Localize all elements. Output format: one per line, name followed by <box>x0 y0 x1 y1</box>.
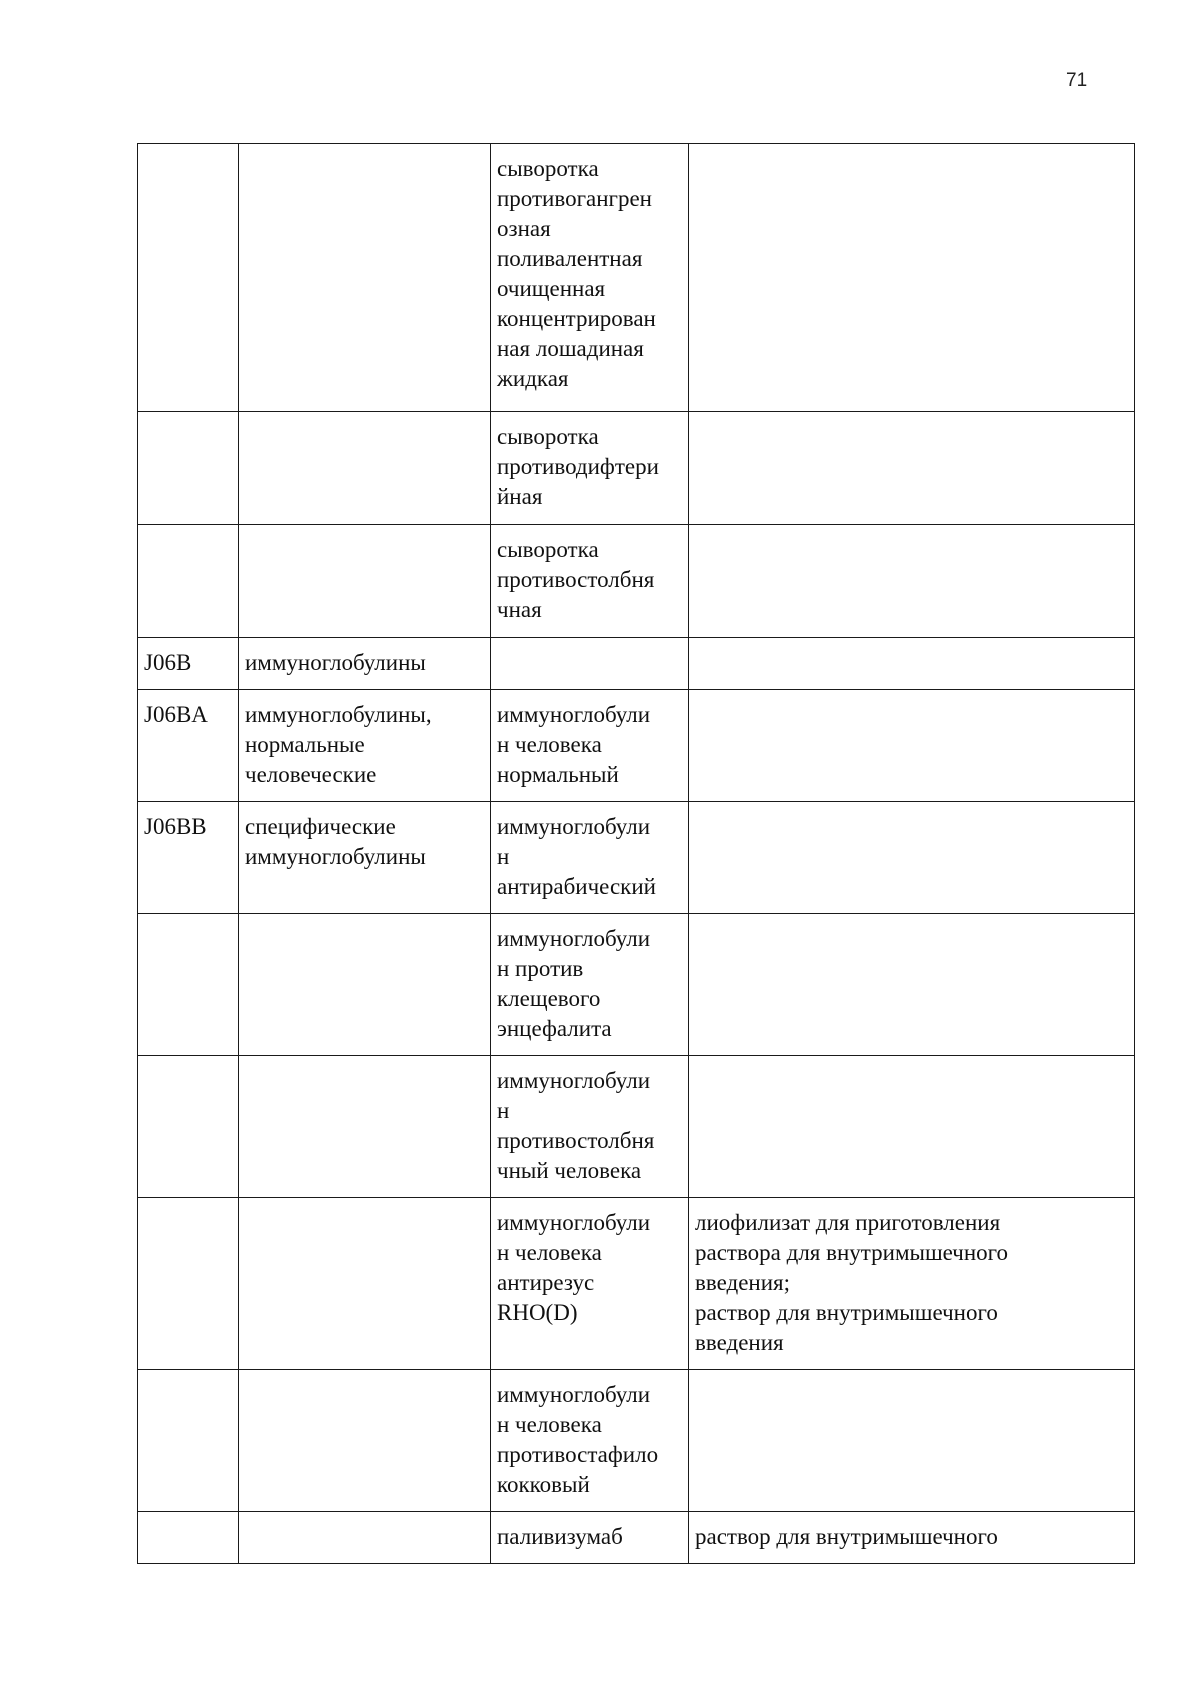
drug-name: иммуноглобули н антирабический <box>497 814 656 899</box>
drug-name: иммуноглобули н против клещевого энцефалита <box>497 926 651 1041</box>
group-cell <box>239 638 491 690</box>
drug-name-cell <box>491 1512 689 1564</box>
drug-name: сыворотка противодифтери йная <box>497 424 659 509</box>
atc-code-cell <box>138 1056 239 1198</box>
atc-code: J06BB <box>144 814 207 839</box>
group-cell <box>239 802 491 914</box>
drug-name: сыворотка противогангрен озная поливалентная очищенная концентрирован ная лошадиная жидкая <box>497 156 656 391</box>
group-cell <box>239 412 491 525</box>
dosage-form-cell <box>689 1370 1135 1512</box>
page-number: 71 <box>1066 70 1088 91</box>
group-cell <box>239 690 491 802</box>
drug-name: сыворотка противостолбня чная <box>497 537 655 622</box>
table-row <box>138 1056 1135 1198</box>
atc-code-cell <box>138 802 239 914</box>
dosage-form-cell <box>689 690 1135 802</box>
group-cell <box>239 525 491 638</box>
atc-code: J06B <box>144 650 192 675</box>
drug-name: иммуноглобули н противостолбня чный человека <box>497 1068 655 1183</box>
atc-code-cell <box>138 690 239 802</box>
atc-code-cell <box>138 1512 239 1564</box>
group-cell <box>239 1512 491 1564</box>
atc-code-cell <box>138 638 239 690</box>
dosage-form: лиофилизат для приготовления раствора для внутримышечного введения; раствор для внутримышечного введения <box>695 1210 1009 1355</box>
drug-name-cell <box>491 412 689 525</box>
atc-code-cell <box>138 525 239 638</box>
drug-classification-table <box>137 143 1135 1564</box>
drug-name-cell <box>491 914 689 1056</box>
table-row <box>138 1370 1135 1512</box>
drug-name-cell <box>491 1370 689 1512</box>
atc-code: J06BA <box>144 702 208 727</box>
table-row <box>138 525 1135 638</box>
atc-code-cell <box>138 412 239 525</box>
table-row <box>138 1512 1135 1564</box>
group-cell <box>239 1370 491 1512</box>
dosage-form-cell <box>689 412 1135 525</box>
dosage-form-cell <box>689 144 1135 412</box>
drug-name-cell <box>491 1198 689 1370</box>
group-cell <box>239 914 491 1056</box>
table-row <box>138 1198 1135 1370</box>
dosage-form-cell <box>689 1056 1135 1198</box>
dosage-form-cell <box>689 1198 1135 1370</box>
group-cell <box>239 144 491 412</box>
dosage-form-cell <box>689 914 1135 1056</box>
table-row <box>138 144 1135 412</box>
table-row <box>138 638 1135 690</box>
drug-name: иммуноглобули н человека противостафило кокковый <box>497 1382 659 1497</box>
atc-code-cell <box>138 914 239 1056</box>
group-cell <box>239 1056 491 1198</box>
drug-name-cell <box>491 802 689 914</box>
table-row <box>138 914 1135 1056</box>
table-row <box>138 412 1135 525</box>
dosage-form-cell <box>689 525 1135 638</box>
group-cell <box>239 1198 491 1370</box>
drug-name-cell <box>491 144 689 412</box>
dosage-form: раствор для внутримышечного <box>695 1524 998 1549</box>
drug-name-cell <box>491 1056 689 1198</box>
drug-name-cell <box>491 638 689 690</box>
atc-code-cell <box>138 144 239 412</box>
drug-name-cell <box>491 690 689 802</box>
pharmacological-group: иммуноглобулины <box>245 650 426 675</box>
atc-code-cell <box>138 1198 239 1370</box>
dosage-form-cell <box>689 1512 1135 1564</box>
drug-name: иммуноглобули н человека антирезус RHO(D) <box>497 1210 651 1325</box>
drug-name: паливизумаб <box>497 1524 623 1549</box>
table-row <box>138 802 1135 914</box>
drug-name-cell <box>491 525 689 638</box>
pharmacological-group: специфические иммуноглобулины <box>245 814 426 869</box>
table-row <box>138 690 1135 802</box>
drug-name: иммуноглобули н человека нормальный <box>497 702 651 787</box>
dosage-form-cell <box>689 802 1135 914</box>
dosage-form-cell <box>689 638 1135 690</box>
atc-code-cell <box>138 1370 239 1512</box>
pharmacological-group: иммуноглобулины, нормальные человеческие <box>245 702 432 787</box>
